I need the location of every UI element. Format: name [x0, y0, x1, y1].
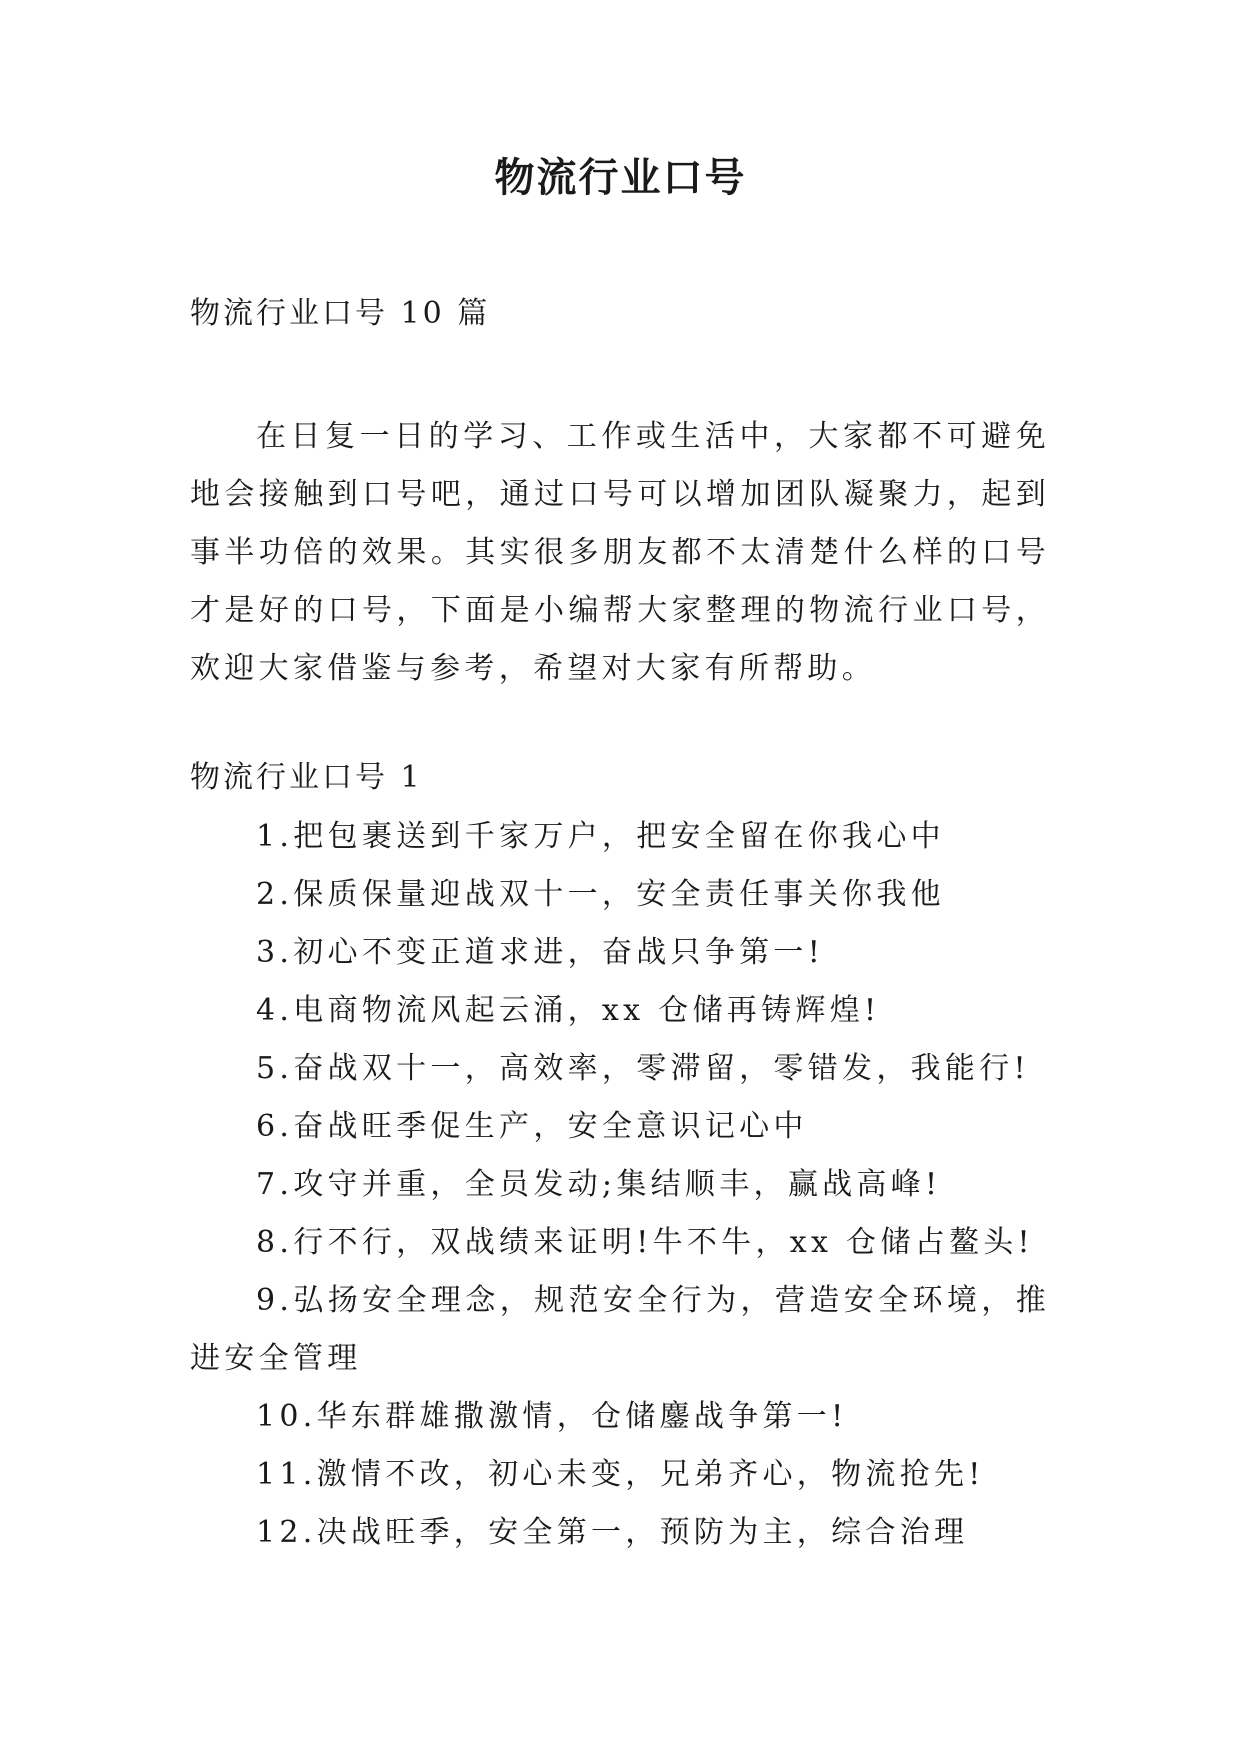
- slogan-item: 8.行不行，双战绩来证明!牛不牛，xx 仓储占鳌头!: [256, 1225, 1034, 1260]
- slogan-item: 11.激情不改，初心未变，兄弟齐心，物流抢先!: [256, 1457, 985, 1492]
- section-title: 物流行业口号 1: [190, 760, 423, 795]
- slogan-item: 6.奋战旺季促生产，安全意识记心中: [256, 1109, 808, 1144]
- slogan-item: 2.保质保量迎战双十一，安全责任事关你我他: [256, 877, 945, 912]
- slogan-item: 4.电商物流风起云涌，xx 仓储再铸辉煌!: [256, 993, 881, 1028]
- slogan-item: 12.决战旺季，安全第一，预防为主，综合治理: [256, 1515, 969, 1550]
- slogan-item: 10.华东群雄撒激情，仓储鏖战争第一!: [256, 1399, 848, 1434]
- slogan-item: 3.初心不变正道求进，奋战只争第一!: [256, 935, 825, 970]
- slogan-item: 1.把包裹送到千家万户，把安全留在你我心中: [256, 819, 945, 854]
- slogan-list: [190, 808, 1050, 1562]
- document-subtitle: 物流行业口号 10 篇: [190, 296, 491, 331]
- slogan-item: 9.弘扬安全理念，规范安全行为，营造安全环境，推进安全管理: [190, 1283, 1050, 1376]
- document-title: 物流行业口号: [494, 155, 747, 201]
- slogan-item: 5.奋战双十一，高效率，零滞留，零错发，我能行!: [256, 1051, 1030, 1086]
- intro-paragraph: 在日复一日的学习、工作或生活中，大家都不可避免地会接触到口号吧，通过口号可以增加团队凝聚力，起到事半功倍的效果。其实很多朋友都不太清楚什么样的口号才是好的口号，下面是小编帮大家整理的物流行业口号，欢迎大家借鉴与参考，希望对大家有所帮助。: [190, 419, 1050, 686]
- slogan-item: 7.攻守并重，全员发动;集结顺丰，赢战高峰!: [256, 1167, 942, 1202]
